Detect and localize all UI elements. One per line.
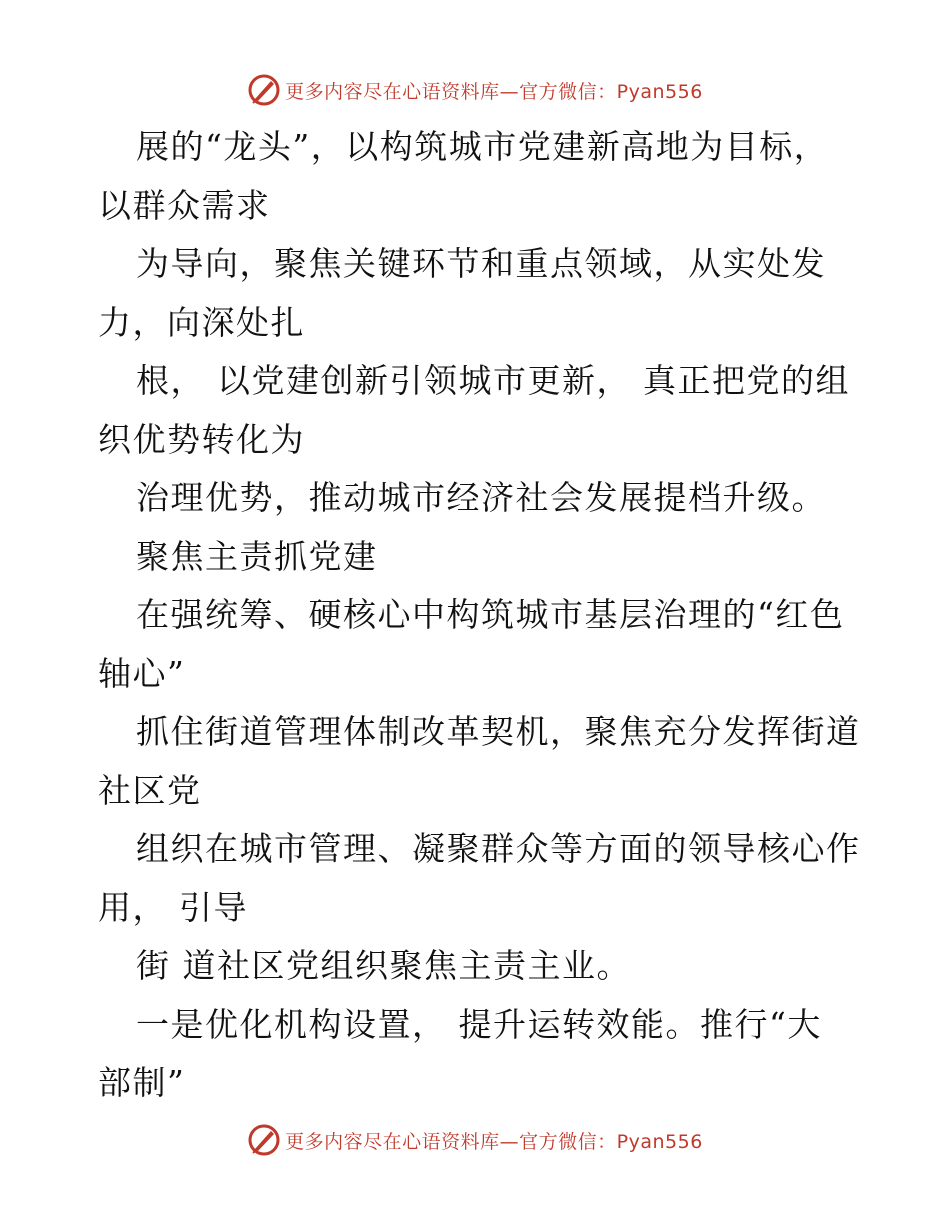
- text-line: 社区党: [98, 770, 202, 810]
- text-line: 用， 引导: [98, 887, 248, 927]
- banner-brand: 更多内容尽在心语资料库: [285, 80, 500, 103]
- document-body: [98, 118, 861, 1113]
- text-line: 轴心”: [98, 653, 186, 693]
- text-line: 展的“龙头”，以构筑城市党建新高地为目标，: [136, 127, 829, 166]
- section-heading: 聚焦主责抓党建: [136, 536, 378, 576]
- text-line: 治理优势，推动城市经济社会发展提档升级。: [136, 478, 826, 517]
- footer-banner: [0, 1120, 950, 1160]
- quill-seal-icon: [247, 1123, 281, 1157]
- text-line: 抓住街道管理体制改革契机，聚焦充分发挥街道: [136, 712, 861, 751]
- text-line: 一是优化机构设置， 提升运转效能。推行“大: [136, 1004, 822, 1044]
- text-line: 在强统筹、硬核心中构筑城市基层治理的“红色: [136, 595, 845, 634]
- banner-dash: —: [499, 1130, 520, 1153]
- text-line: 织优势转化为: [98, 419, 305, 459]
- text-line: 街 道社区党组织聚焦主责主业。: [136, 946, 631, 985]
- text-line: 部制”: [98, 1063, 186, 1102]
- text-line: 力，向深处扎: [98, 302, 305, 342]
- text-line: 组织在城市管理、凝聚群众等方面的领导核心作: [136, 829, 861, 868]
- banner-wechat: 官方微信：Pyan556: [519, 80, 703, 103]
- header-banner: [0, 70, 950, 110]
- quill-seal-icon: [247, 73, 281, 107]
- text-line: 根， 以党建创新引领城市更新， 真正把党的组: [136, 361, 850, 400]
- banner-text: [285, 77, 703, 104]
- text-line: 以群众需求: [98, 185, 271, 225]
- banner-text: [285, 1127, 703, 1154]
- banner-brand: 更多内容尽在心语资料库: [285, 1130, 500, 1153]
- text-line: 为导向，聚焦关键环节和重点领域，从实处发: [136, 244, 826, 283]
- banner-wechat: 官方微信：Pyan556: [519, 1130, 703, 1153]
- banner-dash: —: [499, 80, 520, 103]
